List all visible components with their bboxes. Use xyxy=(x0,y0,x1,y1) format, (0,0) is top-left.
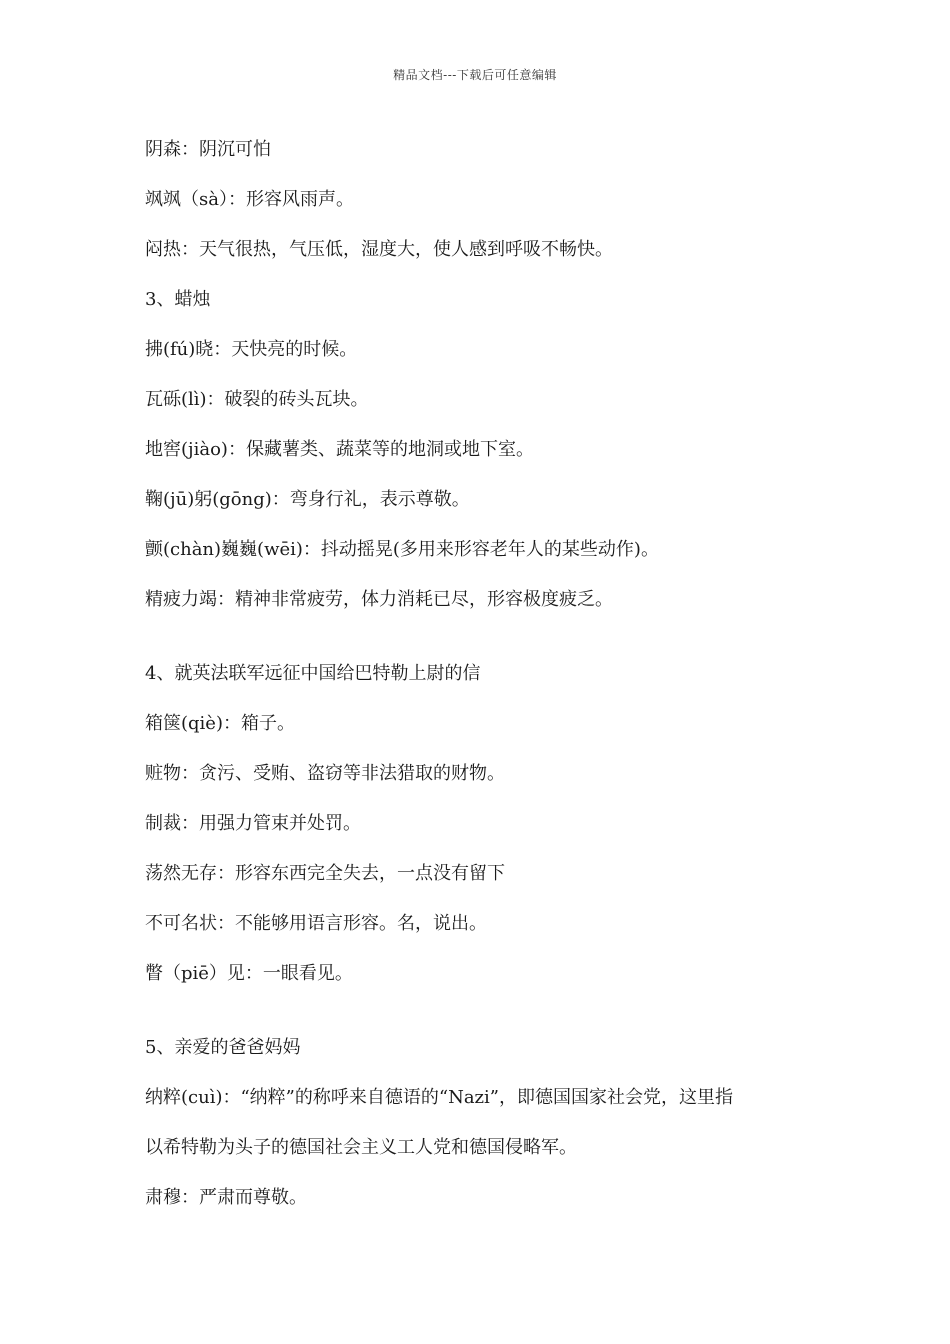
vocab-entry-menre: 闷热：天气很热，气压低，湿度大，使人感到呼吸不畅快。 xyxy=(145,239,613,260)
vocab-entry-zangwu: 赃物：贪污、受贿、盗窃等非法猎取的财物。 xyxy=(145,763,505,784)
vocab-entry-jugong: 鞠(jū)躬(gōng)：弯身行礼，表示尊敬。 xyxy=(145,489,470,510)
vocab-entry-nacui: 纳粹(cuì)：“纳粹”的称呼来自德语的“Nazi”，即德国国家社会党，这里指 xyxy=(145,1087,734,1108)
vocab-entry-zhicai: 制裁：用强力管束并处罚。 xyxy=(145,813,361,834)
vocab-entry-dangranwucun: 荡然无存：形容东西完全失去，一点没有留下 xyxy=(145,863,505,884)
section-heading-4: 4、就英法联军远征中国给巴特勒上尉的信 xyxy=(145,663,481,684)
vocab-entry-dijiao: 地窖(jiào)：保藏薯类、蔬菜等的地洞或地下室。 xyxy=(145,439,534,460)
vocab-entry-fuxiao: 拂(fú)晓：天快亮的时候。 xyxy=(145,339,358,360)
vocab-entry-nacui-continued: 以希特勒为头子的德国社会主义工人党和德国侵略军。 xyxy=(145,1137,577,1158)
vocab-entry-wali: 瓦砾(lì)：破裂的砖头瓦块。 xyxy=(145,389,369,410)
vocab-entry-sumu: 肃穆：严肃而尊敬。 xyxy=(145,1187,307,1208)
section-heading-3: 3、蜡烛 xyxy=(145,289,211,310)
vocab-entry-xiangqie: 箱箧(qiè)：箱子。 xyxy=(145,713,295,734)
vocab-entry-sasa: 飒飒（sà）：形容风雨声。 xyxy=(145,189,354,210)
vocab-entry-piejian: 瞥（piē）见：一眼看见。 xyxy=(145,963,353,984)
page-header: 精品文档---下载后可任意编辑 xyxy=(393,68,557,82)
section-heading-5: 5、亲爱的爸爸妈妈 xyxy=(145,1037,301,1058)
vocab-entry-bukemingzhuang: 不可名状：不能够用语言形容。名，说出。 xyxy=(145,913,487,934)
vocab-entry-chanweiwei: 颤(chàn)巍巍(wēi)：抖动摇晃(多用来形容老年人的某些动作)。 xyxy=(145,539,659,560)
vocab-entry-yinsen: 阴森：阴沉可怕 xyxy=(145,139,271,160)
vocab-entry-jingpilijie: 精疲力竭：精神非常疲劳，体力消耗已尽，形容极度疲乏。 xyxy=(145,589,613,610)
